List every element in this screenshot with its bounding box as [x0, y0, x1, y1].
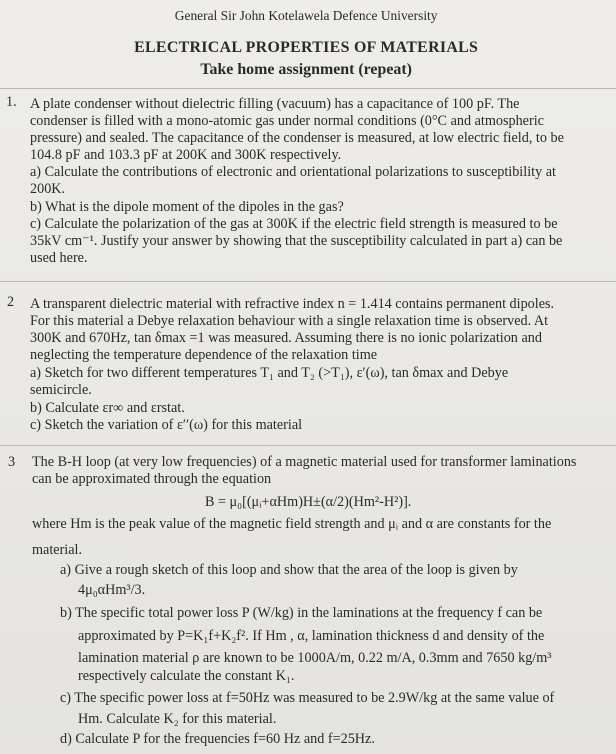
- question-1-number: 1.: [6, 94, 17, 110]
- q2-line: A transparent dielectric material with refractive index n = 1.414 contains permanent dipoles.: [30, 296, 555, 312]
- q3-part-d: d) Calculate P for the frequencies f=60 Hz and f=25Hz.: [60, 731, 375, 747]
- q2-line: 300K and 670Hz, tan δmax =1 was measured. Assuming there is no ionic polarization and: [30, 330, 542, 346]
- q3-part-c: c) The specific power loss at f=50Hz was measured to be 2.9W/kg at the same value of: [60, 690, 555, 706]
- q2-part-b: b) Calculate εr∞ and εrstat.: [30, 400, 185, 416]
- q2-line: neglecting the temperature dependence of the relaxation time: [30, 347, 378, 363]
- q1-part-c: c) Calculate the polarization of the gas at 300K if the electric field strength is measured to be: [30, 216, 558, 232]
- q1-line: 104.8 pF and 103.3 pF at 200K and 300K respectively.: [30, 147, 342, 163]
- q1-line: used here.: [30, 250, 88, 266]
- q2-part-c: c) Sketch the variation of ε′′(ω) for this material: [30, 417, 303, 433]
- q1-line: 35kV cm⁻¹. Justify your answer by showing that the susceptibility calculated in part a) can be: [30, 233, 563, 249]
- document-subtitle: Take home assignment (repeat): [200, 61, 412, 78]
- q3-line: The B-H loop (at very low frequencies) of a magnetic material used for transformer laminations: [32, 454, 577, 470]
- q1-line: pressure) and sealed. The capacitance of the condenser is measured, at low electric field, to be: [30, 130, 564, 146]
- question-2-number: 2: [7, 294, 15, 310]
- university-name: General Sir John Kotelawela Defence University: [174, 8, 438, 23]
- q3-line: Hm. Calculate K₂ for this material.: [78, 711, 277, 727]
- divider: [0, 281, 616, 282]
- q3-line: material.: [32, 542, 83, 558]
- q3-line: 4μ₀αHm³/3.: [78, 582, 146, 598]
- q1-line: condenser is filled with a mono-atomic gas under normal conditions (0°C and atmospheric: [30, 113, 544, 129]
- divider: [0, 445, 616, 446]
- q2-part-a: a) Sketch for two different temperatures T₁ and T₂ (>T₁), ε′(ω), tan δmax and Debye: [30, 365, 509, 381]
- q3-line: where Hm is the peak value of the magnetic field strength and μᵢ and α are constants for the: [32, 516, 552, 532]
- q3-line: respectively calculate the constant K₁.: [78, 668, 295, 684]
- q1-part-a: a) Calculate the contributions of electronic and orientational polarizations to susceptibility at: [30, 164, 556, 180]
- q1-line: A plate condenser without dielectric filling (vacuum) has a capacitance of 100 pF. The: [30, 96, 520, 112]
- question-3-number: 3: [8, 454, 16, 470]
- q3-line: approximated by P=K₁f+K₂f². If Hm , α, lamination thickness d and density of the: [78, 628, 545, 644]
- q3-line: can be approximated through the equation: [32, 471, 272, 487]
- q1-part-b: b) What is the dipole moment of the dipoles in the gas?: [30, 199, 344, 215]
- q2-line: For this material a Debye relaxation behaviour with a single relaxation time is observed. At: [30, 313, 549, 329]
- q3-part-a: a) Give a rough sketch of this loop and show that the area of the loop is given by: [60, 562, 518, 578]
- divider: [0, 88, 616, 89]
- q3-equation: B = μ₀[(μᵢ+αHm)H±(α/2)(Hm²-H²)].: [205, 494, 412, 510]
- q3-line: lamination material ρ are known to be 1000A/m, 0.22 m/A, 0.3mm and 7650 kg/m³: [78, 650, 552, 666]
- document-title: ELECTRICAL PROPERTIES OF MATERIALS: [134, 39, 479, 56]
- q3-part-b: b) The specific total power loss P (W/kg) in the laminations at the frequency f can be: [60, 605, 543, 621]
- q1-line: 200K.: [30, 181, 66, 197]
- q2-line: semicircle.: [30, 382, 92, 398]
